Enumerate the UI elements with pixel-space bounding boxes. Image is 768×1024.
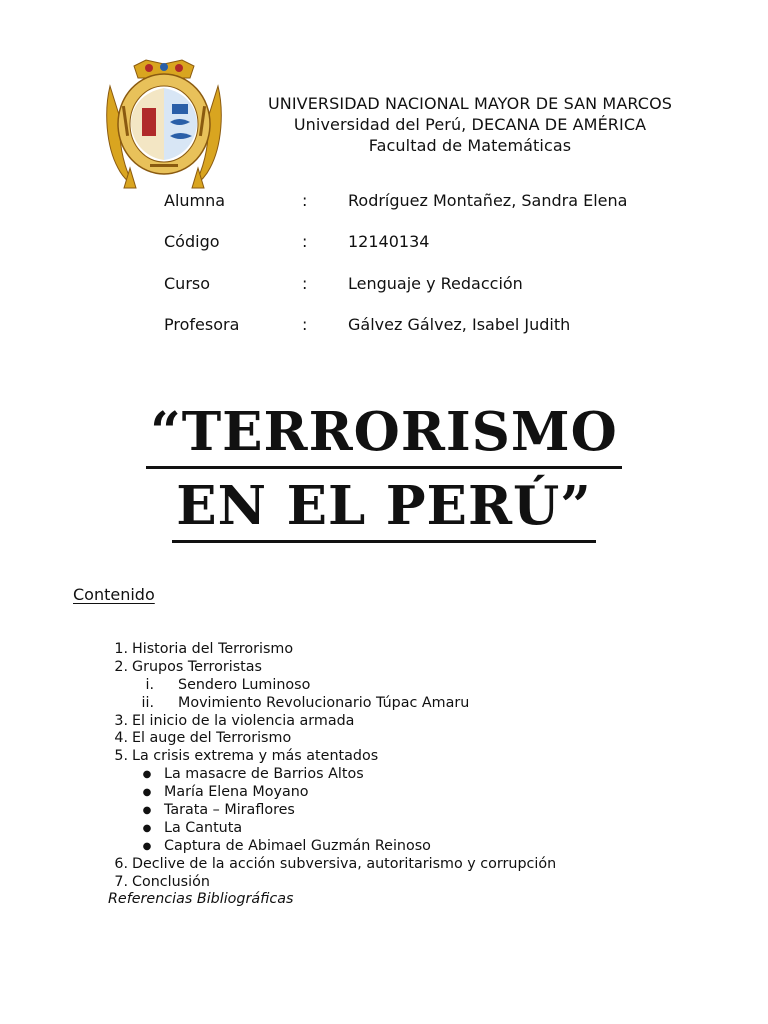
bullet-icon: ● bbox=[142, 822, 152, 834]
university-name: UNIVERSIDAD NACIONAL MAYOR DE SAN MARCOS bbox=[267, 94, 673, 113]
bullet-icon: ● bbox=[142, 787, 152, 799]
bullet-icon: ● bbox=[142, 840, 152, 852]
info-label: Curso bbox=[164, 273, 211, 293]
contents-heading: Contenido bbox=[73, 585, 155, 604]
info-value: Gálvez Gálvez, Isabel Judith bbox=[348, 314, 571, 334]
info-separator: : bbox=[302, 273, 308, 293]
document-title-line-2: EN EL PERÚ” bbox=[0, 476, 768, 543]
info-label: Alumna bbox=[164, 191, 226, 210]
bullet-icon: ● bbox=[142, 805, 152, 817]
info-label: Código bbox=[164, 232, 220, 252]
info-value: Rodríguez Montañez, Sandra Elena bbox=[348, 191, 628, 210]
info-label: Profesora bbox=[164, 314, 240, 334]
info-value: 12140134 bbox=[348, 232, 430, 252]
university-subtitle: Universidad del Perú, DECANA DE AMÉRICA bbox=[293, 115, 647, 134]
info-separator: : bbox=[302, 232, 308, 252]
university-crest-icon bbox=[104, 56, 224, 190]
info-separator: : bbox=[302, 314, 308, 334]
university-header bbox=[230, 93, 710, 156]
info-value: Lenguaje y Redacción bbox=[348, 273, 523, 293]
faculty-name: Facultad de Matemáticas bbox=[368, 136, 572, 155]
document-title-line-1: “TERRORISMO bbox=[0, 402, 768, 469]
bullet-icon: ● bbox=[142, 769, 152, 781]
info-separator: : bbox=[302, 191, 308, 210]
